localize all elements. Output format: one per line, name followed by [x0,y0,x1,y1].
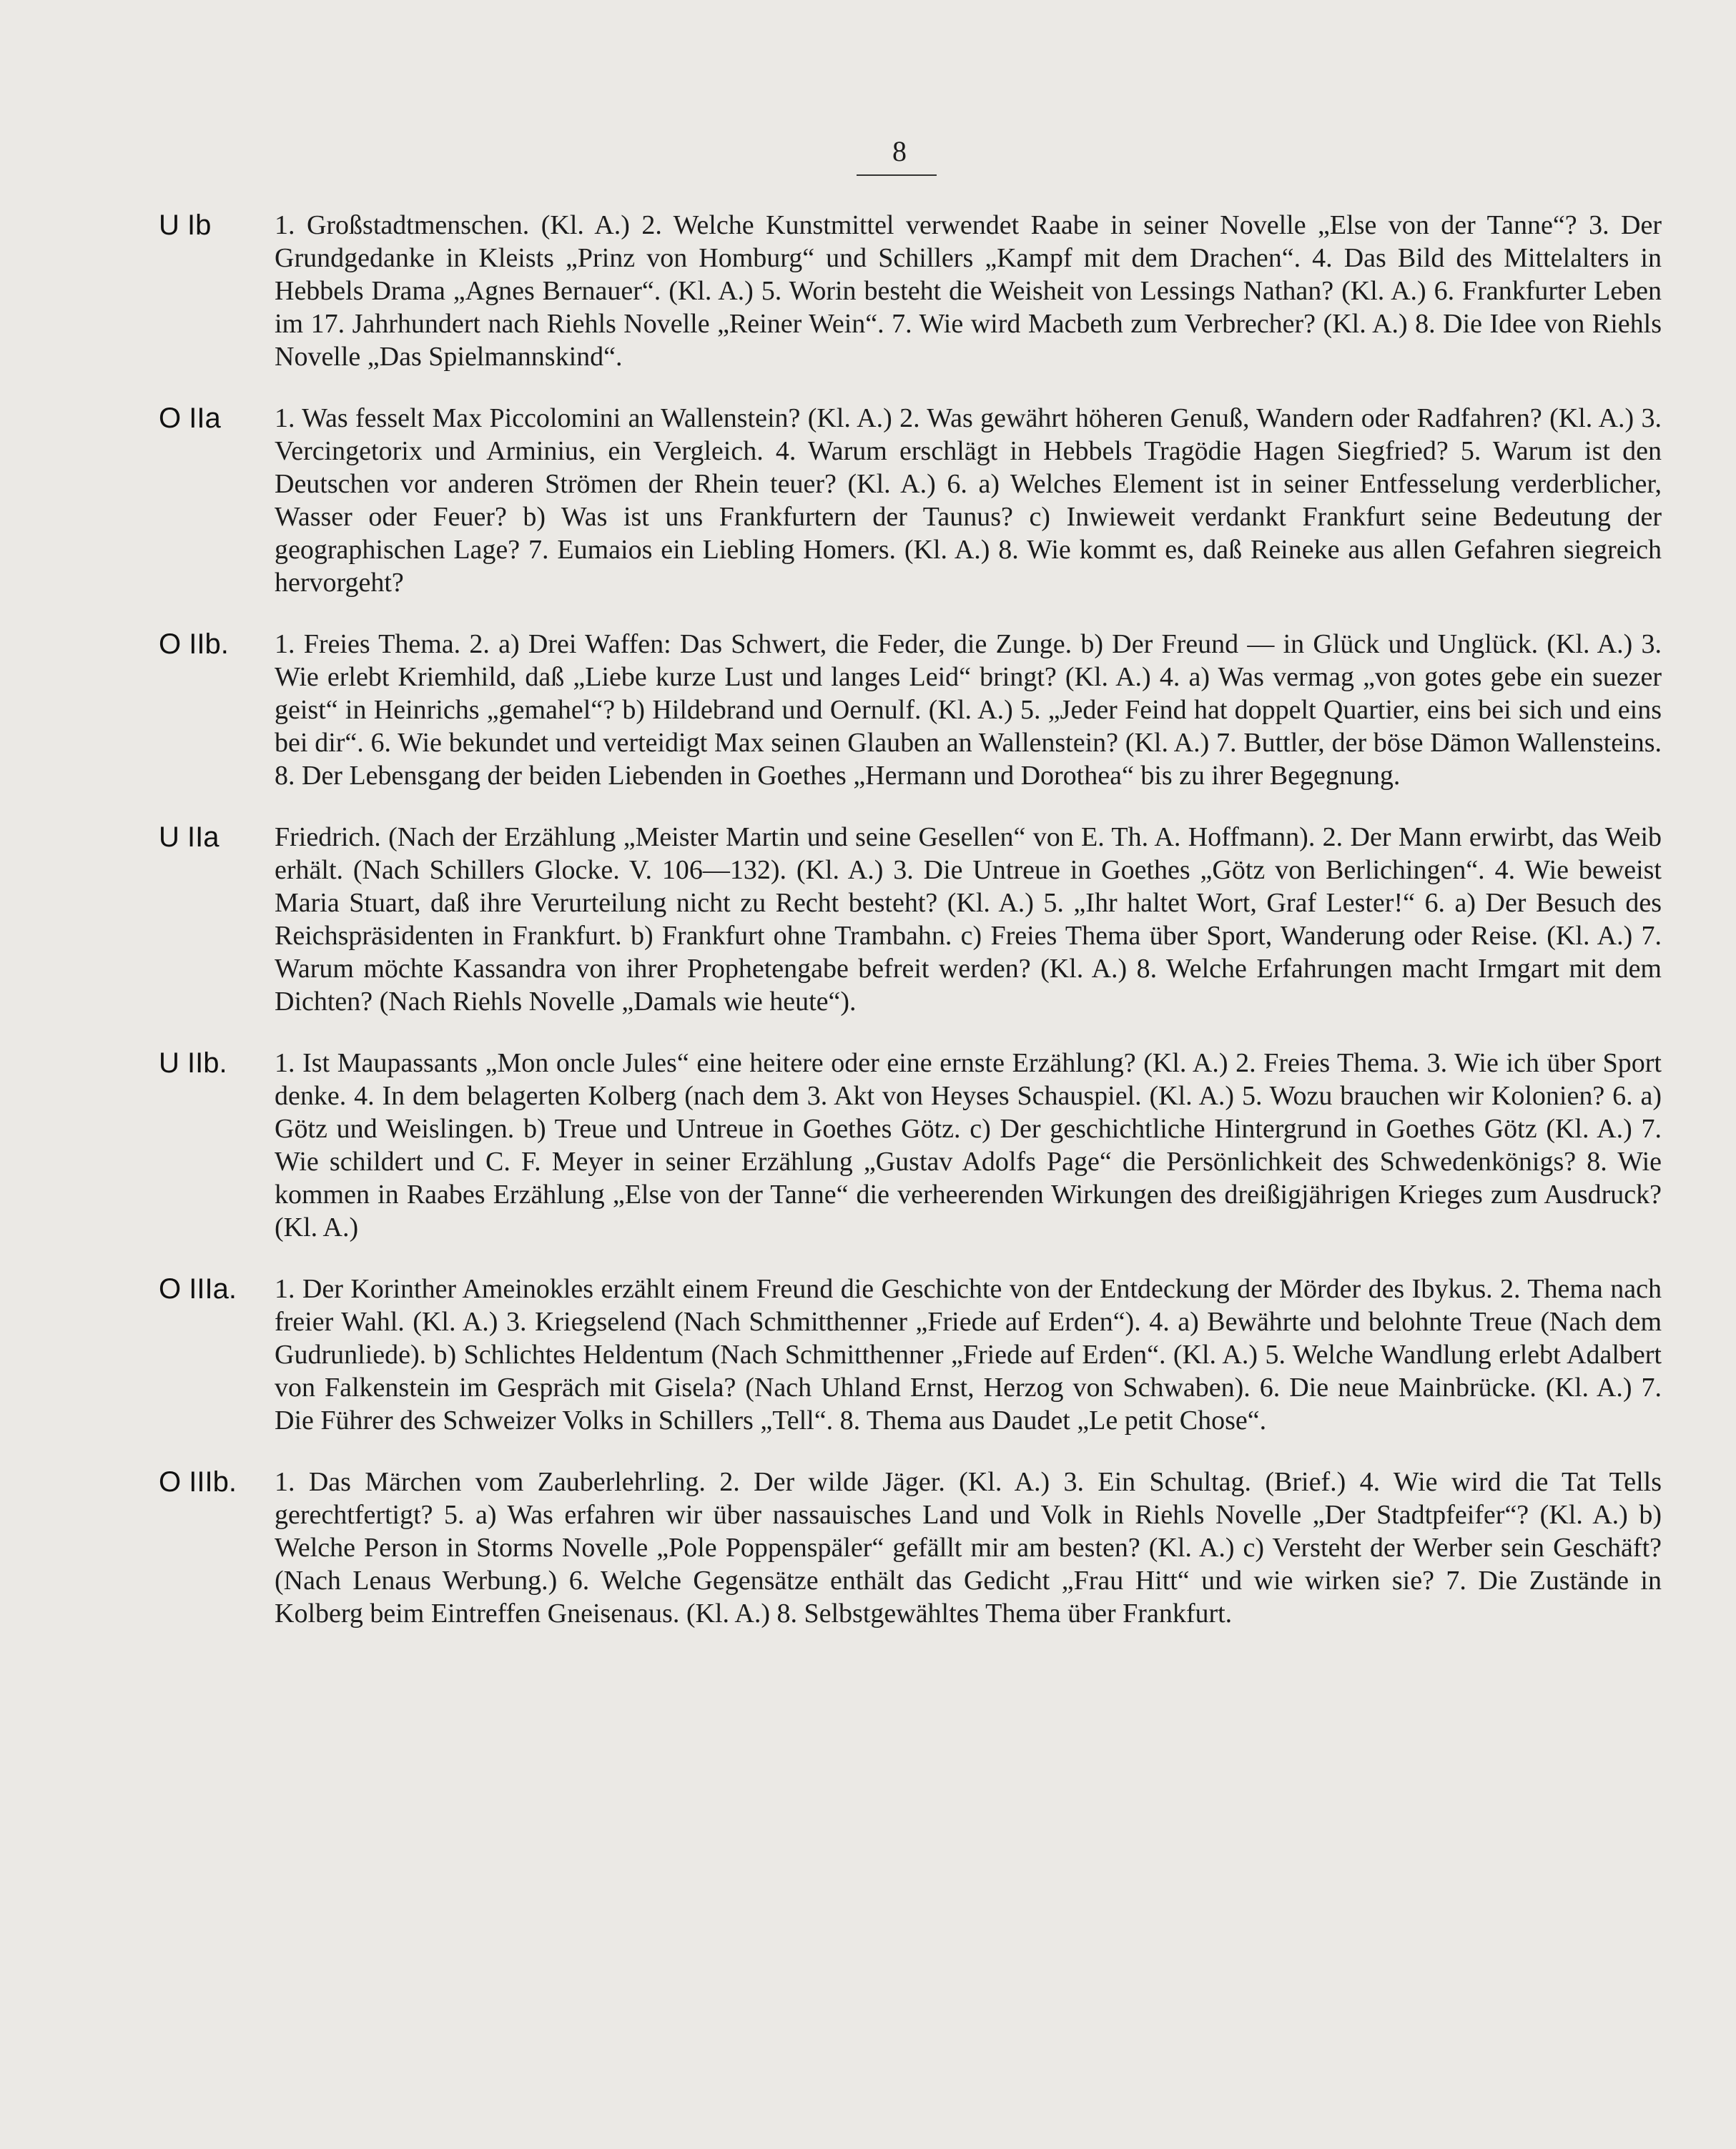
class-label: O IIa [159,402,221,434]
essay-topics-text: 1. Was fesselt Max Piccolomini an Wallenstein? (Kl. A.) 2. Was gewährt höheren Genuß, Wandern oder Radfahren? (Kl. A.) 3. Vercingetorix und Arminius, ein Vergleich. 4. Warum erschlägt in Hebbels Tragödie Hagen Siegfried? 5. Warum ist den Deutschen vor anderen Strömen der Rhein teuer? (Kl. A.) 6. a) Welches Element ist in seiner Entfesselung verderblicher, Wasser oder Feuer? b) Was ist uns Frankfurtern der Taunus? c) Inwieweit verdankt Frankfurt seine Bedeutung der geographischen Lage? 7. Eumaios ein Liebling Homers. (Kl. A.) 8. Wie kommt es, daß Reineke aus allen Gefahren siegreich hervorgeht? [275,403,1662,598]
essay-topics-text: 1. Freies Thema. 2. a) Drei Waffen: Das Schwert, die Feder, die Zunge. b) Der Freund — in Glück und Unglück. (Kl. A.) 3. Wie erlebt Kriemhild, daß „Liebe kurze Lust und langes Leid“ bringt? (Kl. A.) 4. a) Was vermag „von gotes gebe ein suezer geist“ in Heinrichs „gemahel“? b) Hildebrand und Oernulf. (Kl. A.) 5. „Jeder Feind hat doppelt Quartier, eins bei sich und eins bei dir“. 6. Wie bekundet und verteidigt Max seinen Glauben an Wallenstein? (Kl. A.) 7. Buttler, der böse Dämon Wallensteins. 8. Der Lebensgang der beiden Liebenden in Goethes „Hermann und Dorothea“ bis zu ihrer Begegnung. [275,629,1662,791]
class-label: O IIIb. [159,1466,237,1498]
entry-u-ib [0,209,1736,373]
page-number-rule [857,174,937,176]
entry-o-iiia [0,1273,1736,1437]
entry-o-iiib [0,1466,1736,1630]
essay-topics-text: Friedrich. (Nach der Erzählung „Meister Martin und seine Gesellen“ von E. Th. A. Hoffmann). 2. Der Mann erwirbt, das Weib erhält. (Nach Schillers Glocke. V. 106—132). (Kl. A.) 3. Die Untreue in Goethes „Götz von Berlichingen“. 4. Wie beweist Maria Stuart, daß ihre Verurteilung nicht zu Recht besteht? (Kl. A.) 5. „Ihr haltet Wort, Graf Lester!“ 6. a) Der Besuch des Reichspräsidenten in Frankfurt. b) Frankfurt ohne Trambahn. c) Freies Thema über Sport, Wanderung oder Reise. (Kl. A.) 7. Warum möchte Kassandra von ihrer Prophetengabe befreit werden? (Kl. A.) 8. Welche Erfahrungen macht Irmgart mit dem Dichten? (Nach Riehls Novelle „Damals wie heute“). [275,822,1662,1017]
entry-o-iia [0,402,1736,599]
class-label: O IIIa. [159,1273,237,1305]
class-label: U IIb. [159,1047,227,1079]
essay-topics-text: 1. Das Märchen vom Zauberlehrling. 2. Der wilde Jäger. (Kl. A.) 3. Ein Schultag. (Brief.) 4. Wie wird die Tat Tells gerechtfertigt? 5. a) Was erfahren wir über nassauisches Land und Volk in Riehls Novelle „Der Stadtpfeifer“? (Kl. A.) b) Welche Person in Storms Novelle „Pole Poppenspäler“ gefällt mir am besten? (Kl. A.) c) Versteht der Werber sein Geschäft? (Nach Lenaus Werbung.) 6. Welche Gegensätze enthält das Gedicht „Frau Hitt“ und wie wirken sie? 7. Die Zustände in Kolberg beim Eintreffen Gneisenaus. (Kl. A.) 8. Selbstgewähltes Thema über Frankfurt. [275,1467,1662,1629]
essay-topics-text: 1. Großstadtmenschen. (Kl. A.) 2. Welche Kunstmittel verwendet Raabe in seiner Novelle „Else von der Tanne“? 3. Der Grundgedanke in Kleists „Prinz von Homburg“ und Schillers „Kampf mit dem Drachen“. 4. Das Bild des Mittelalters in Hebbels Drama „Agnes Bernauer“. (Kl. A.) 5. Worin besteht die Weisheit von Lessings Nathan? (Kl. A.) 6. Frankfurter Leben im 17. Jahrhundert nach Riehls Novelle „Reiner Wein“. 7. Wie wird Macbeth zum Verbrecher? (Kl. A.) 8. Die Idee von Riehls Novelle „Das Spielmannskind“. [275,210,1662,372]
entry-u-iib [0,1047,1736,1244]
essay-topic-list [0,209,1736,1659]
class-label: U IIa [159,821,220,853]
page-number: 8 [892,135,907,167]
essay-topics-text: 1. Ist Maupassants „Mon oncle Jules“ eine heitere oder eine ernste Erzählung? (Kl. A.) 2. Freies Thema. 3. Wie ich über Sport denke. 4. In dem belagerten Kolberg (nach dem 3. Akt von Heyses Schauspiel. (Kl. A.) 5. Wozu brauchen wir Kolonien? 6. a) Götz und Weislingen. b) Treue und Untreue in Goethes Götz. c) Der geschichtliche Hintergrund in Goethes Götz (Kl. A.) 7. Wie schildert und C. F. Meyer in seiner Erzählung „Gustav Adolfs Page“ die Persönlichkeit des Schwedenkönigs? 8. Wie kommen in Raabes Erzählung „Else von der Tanne“ die verheerenden Wirkungen des dreißigjährigen Krieges zum Ausdruck? (Kl. A.) [275,1048,1662,1243]
class-label: O IIb. [159,628,229,660]
essay-topics-text: 1. Der Korinther Ameinokles erzählt einem Freund die Geschichte von der Entdeckung der Mörder des Ibykus. 2. Thema nach freier Wahl. (Kl. A.) 3. Kriegselend (Nach Schmitthenner „Friede auf Erden“). 4. a) Bewährte und belohnte Treue (Nach dem Gudrunliede). b) Schlichtes Heldentum (Nach Schmitthenner „Friede auf Erden“. (Kl. A.) 5. Welche Wandlung erlebt Adalbert von Falkenstein im Gespräch mit Gisela? (Nach Uhland Ernst, Herzog von Schwaben). 6. Die neue Mainbrücke. (Kl. A.) 7. Die Führer des Schweizer Volks in Schillers „Tell“. 8. Thema aus Daudet „Le petit Chose“. [275,1274,1662,1436]
class-label: U Ib [159,209,212,241]
entry-o-iib [0,628,1736,792]
entry-u-iia [0,821,1736,1018]
